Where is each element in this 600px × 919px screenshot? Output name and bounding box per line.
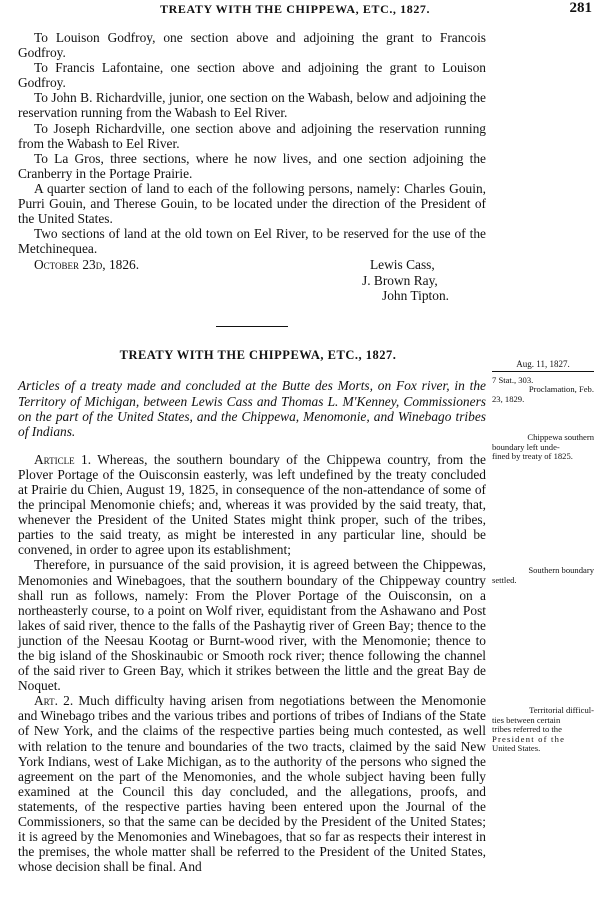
margin-note-line: fined by treaty of 1825. (492, 451, 573, 461)
margin-statute-line: 23, 1829. (492, 393, 525, 404)
signatory-name: John Tipton. (382, 287, 449, 303)
signatory-names (362, 257, 449, 303)
margin-note-line: ties between certain (492, 714, 561, 725)
paragraph-john-richardville: To John B. Richardville, junior, one section on the Wabash, below and adjoining the reservation running from the Wabash to Eel River. (18, 90, 486, 121)
signature-date: October 23d, 1826. (34, 257, 140, 273)
treaty-preamble: Articles of a treaty made and concluded at the Butte des Morts, on Fox river, in the Territory of Michigan, between Lewis Cass and Thomas L. M'Kenney, Commissioners on the part of the United States, and the Chippewa, Menomonie, and Winebago tribes of Indians. (18, 378, 486, 439)
paragraph-louison-godfroy: To Louison Godfroy, one section above and adjoining the grant to Francois Godfroy. (18, 30, 486, 61)
margin-statute-line: 7 Stat., 303. (492, 374, 534, 385)
article-2 (18, 693, 486, 874)
main-text-column (18, 30, 486, 874)
page-number: 281 (569, 0, 592, 16)
section-title: TREATY WITH THE CHIPPEWA, ETC., 1827. (119, 348, 397, 363)
margin-note-boundary-settled (492, 566, 594, 585)
paragraph-joseph-richardville: To Joseph Richardville, one section above and adjoining the reservation running from the Wabash to Eel River. (18, 120, 486, 151)
article-1 (18, 452, 486, 558)
margin-note-line: Territorial difficul- (529, 705, 594, 715)
paragraph-francis-lafontaine: To Francis Lafontaine, one section above and adjoining the grant to Louison Godfroy. (18, 60, 486, 91)
section-divider (216, 326, 288, 327)
margin-note-territorial (492, 706, 594, 754)
margin-note-boundary-undefined (492, 433, 594, 462)
article-2-text: Much difficulty having arisen from negotiations between the Menomonie and Winebago tribes and the various tribes and portions of tribes of Indians of the State of New York, and the claims of the respective parties being much contested, as well with relation to the tenure and boundaries of the two tracts, claimed by the said New York Indians, west of Lake Michigan, as to the authority of the persons who signed the agreement on the part of the Menomonies, and the whole subject having been fully examined at the Council this day concluded, and the allegations, proofs, and statements, of the respective parties having been entered upon the Journal of the Commissioners, so that the same can be decided by the President of the United States; it is agreed by the Menomonies and Winebagoes, that so far as respects their interest in the premises, the whole matter shall be referred to the President of the United States, whose decision shall be final. And (18, 693, 486, 875)
signatory-name: Lewis Cass, (370, 257, 435, 273)
paragraph-two-sections: Two sections of land at the old town on Eel River, to be reserved for the use of the Metchinequea. (18, 226, 486, 257)
article-1-continuation: Therefore, in pursuance of the said provision, it is agreed between the Chippewas, Menomonies and Winebagoes, that the southern boundary of the Chippeway country shall run as follows, namely: From the Plover Portage of the Ouisconsin, on a northeasterly course, to a point on Wolf river, equidistant from the Ashawano and Post lakes of said river, thence to the falls of the Pashaytig river of Green Bay; thence to the junction of the Neesau Kootag or Burnt-wood river, with the Menomonie; thence to the big island of the Shoskinaubic or Smooth rock river; thence following the channel of the said river to Green Bay, which it strikes between the little and the great Bay de Noquet. (18, 557, 486, 694)
article-1-label: Article 1. (34, 451, 92, 467)
article-2-label: Art. 2. (34, 693, 74, 709)
margin-note-line: Southern boundary (528, 565, 594, 575)
margin-note-line: tribes referred to the (492, 724, 562, 734)
margin-date: Aug. 11, 1827. (492, 360, 594, 372)
running-head-title: TREATY WITH THE CHIPPEWA, ETC., 1827. (160, 2, 431, 16)
paragraph-quarter-section: A quarter section of land to each of the following persons, namely: Charles Gouin, Purri Gouin, and Therese Gouin, to be located under the direction of the President of the United States. (18, 180, 486, 227)
margin-note-line: settled. (492, 574, 517, 585)
article-1-text: Whereas, the southern boundary of the Chippewa country, from the Plover Portage of the Ouisconsin easterly, was left undefined by the treaty concluded at Prairie du Chien, August 19, 1825, in consequence of the non-attendance of some of the principal Menomonie chiefs; and, whereas it was provided by the said treaty, that, whenever the President of the United States might think proper, such of the tribes, parties to the said treaty, as might be interested in any particular line, should be convened, in order to agree upon its establishment; (18, 451, 486, 558)
signature-block (18, 257, 486, 307)
margin-note-line: Chippewa southern (527, 432, 594, 442)
signatory-name: J. Brown Ray, (362, 272, 438, 288)
margin-statute-line: Proclamation, Feb. (528, 384, 594, 394)
margin-note-date (492, 360, 594, 404)
margin-note-line: boundary left unde- (492, 441, 560, 452)
margin-note-line: President of the (492, 733, 566, 744)
paragraph-la-gros: To La Gros, three sections, where he now lives, and one section adjoining the Cranberry in the Portage Prairie. (18, 150, 486, 181)
running-head (0, 0, 600, 22)
margin-note-line: United States. (492, 743, 541, 753)
